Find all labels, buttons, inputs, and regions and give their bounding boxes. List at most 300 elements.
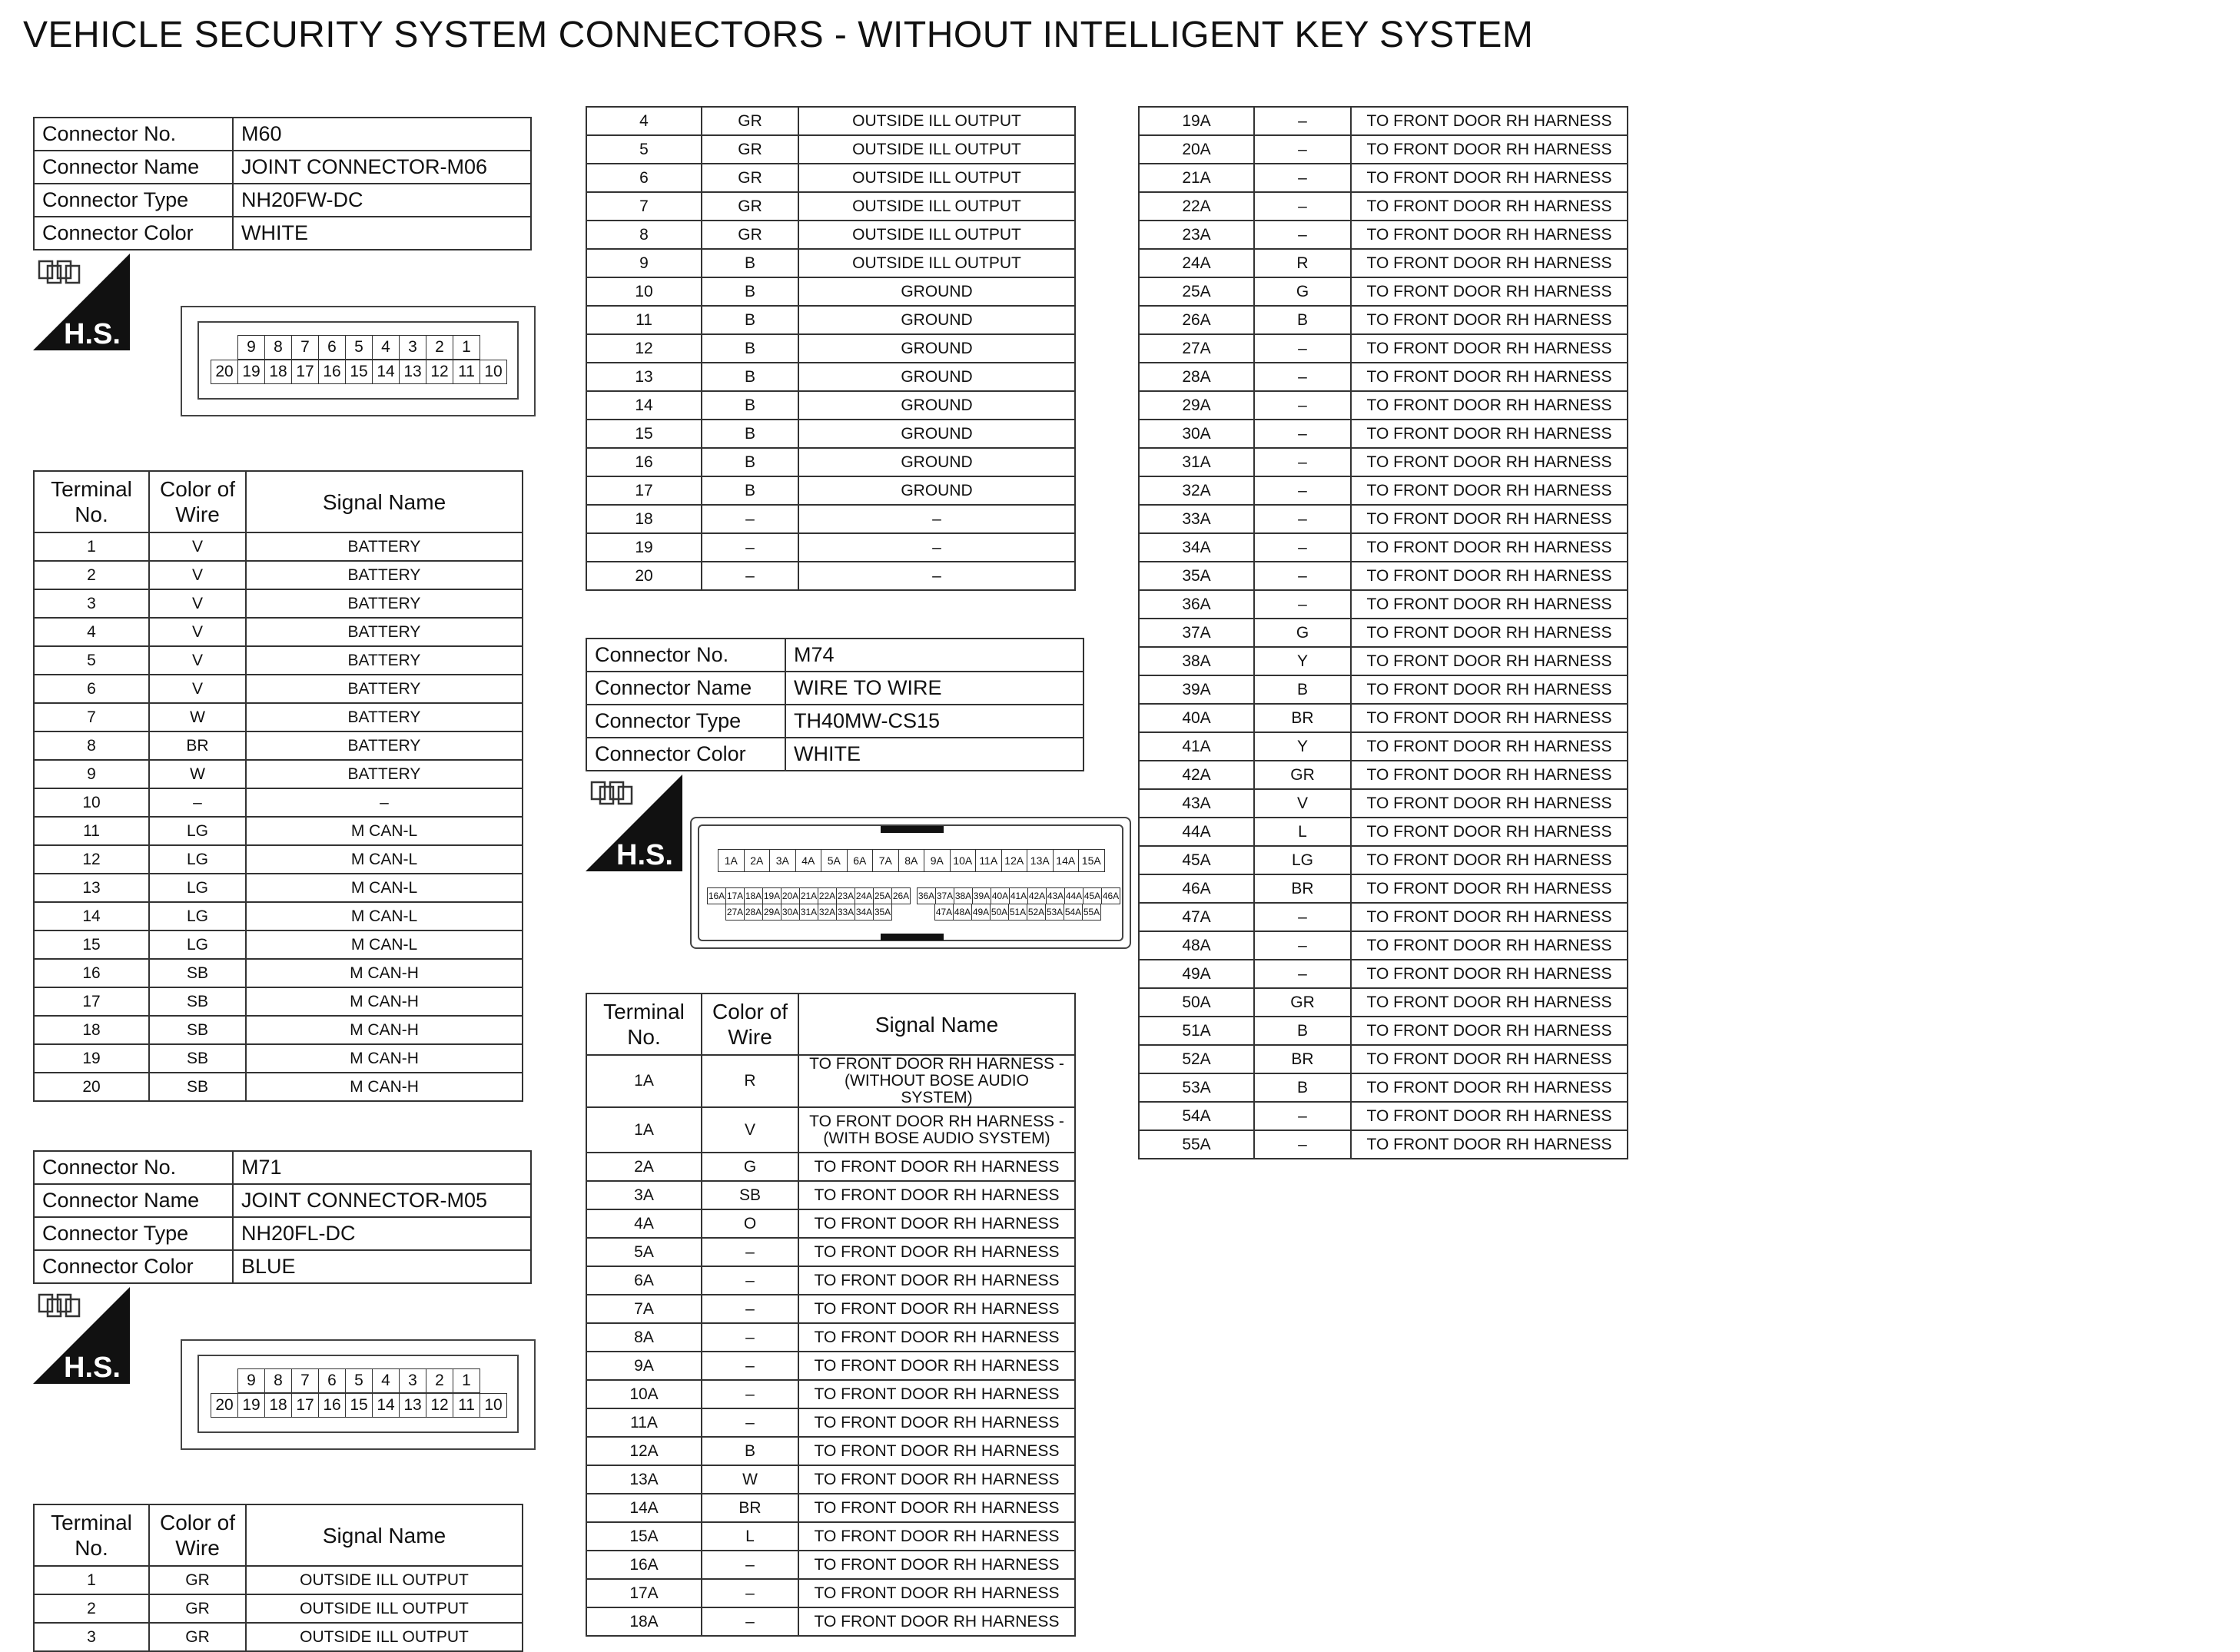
signal-name-cell: TO FRONT DOOR RH HARNESS [1351, 704, 1628, 732]
pin-cavity: 4A [795, 849, 822, 872]
wire-color-cell: G [702, 1153, 798, 1181]
wire-color-cell: BR [702, 1494, 798, 1522]
terminal-no-cell: 33A [1139, 505, 1254, 533]
table-row [586, 1494, 1075, 1522]
pin-cavity: 6A [847, 849, 874, 872]
terminal-no-cell: 10 [34, 788, 149, 817]
terminal-no-cell: 8 [34, 731, 149, 760]
terminal-no-cell: 28A [1139, 363, 1254, 391]
table-row [1139, 1017, 1628, 1045]
terminal-table-m71-part1 [33, 1504, 523, 1652]
wire-color-cell: GR [149, 1594, 246, 1623]
wire-color-cell: BR [149, 731, 246, 760]
terminal-no-cell: 7 [34, 703, 149, 731]
col-header-terminal: Terminal No. [34, 1504, 149, 1566]
pin-cavity: 47A [934, 904, 954, 921]
wire-color-cell: V [1254, 789, 1351, 818]
table-row [586, 1107, 1075, 1153]
terminal-no-cell: 52A [1139, 1045, 1254, 1073]
pin-cavity: 19 [237, 1393, 265, 1418]
table-row [34, 1566, 523, 1594]
wire-color-cell: V [149, 561, 246, 589]
pin-cavity: 15A [1078, 849, 1105, 872]
pin-cavity: 17A [725, 887, 745, 904]
terminal-no-cell: 18 [586, 505, 702, 533]
wire-color-cell: LG [149, 874, 246, 902]
table-row [34, 817, 523, 845]
terminal-no-cell: 15 [34, 930, 149, 959]
terminal-no-cell: 6A [586, 1266, 702, 1295]
wire-color-cell: SB [149, 1073, 246, 1101]
wire-color-cell: – [1254, 562, 1351, 590]
pin-cavity: 7A [872, 849, 899, 872]
wire-color-cell: Y [1254, 647, 1351, 675]
wire-color-cell: B [702, 476, 798, 505]
terminal-no-cell: 26A [1139, 306, 1254, 334]
signal-name-cell: BATTERY [246, 646, 523, 675]
wire-color-cell: LG [149, 817, 246, 845]
wire-color-cell: – [1254, 960, 1351, 988]
wire-color-cell: – [1254, 903, 1351, 931]
pin-cavity: 41A [1009, 887, 1028, 904]
signal-name-cell: – [798, 533, 1075, 562]
wire-color-cell: V [149, 646, 246, 675]
table-row [34, 703, 523, 731]
table-row [586, 1551, 1075, 1579]
connector-no-value: M60 [233, 118, 531, 151]
table-row [586, 306, 1075, 334]
pin-cavity: 12A [1001, 849, 1028, 872]
terminal-no-cell: 16 [34, 959, 149, 987]
signal-name-cell: M CAN-L [246, 930, 523, 959]
pin-cavity: 27A [725, 904, 745, 921]
pin-cavity: 18 [264, 360, 292, 384]
table-row [34, 1073, 523, 1101]
wire-color-cell: – [702, 1323, 798, 1352]
wire-color-cell: – [702, 1607, 798, 1636]
signal-name-cell: TO FRONT DOOR RH HARNESS [1351, 306, 1628, 334]
signal-name-cell: TO FRONT DOOR RH HARNESS [1351, 135, 1628, 164]
table-row [586, 1408, 1075, 1437]
table-row [1139, 789, 1628, 818]
signal-name-cell: OUTSIDE ILL OUTPUT [798, 135, 1075, 164]
wire-color-cell: B [702, 306, 798, 334]
table-row [1139, 448, 1628, 476]
signal-name-cell: GROUND [798, 334, 1075, 363]
signal-name-cell: TO FRONT DOOR RH HARNESS [798, 1494, 1075, 1522]
wire-color-cell: B [1254, 1073, 1351, 1102]
signal-name-cell: TO FRONT DOOR RH HARNESS [798, 1522, 1075, 1551]
signal-name-cell: TO FRONT DOOR RH HARNESS [798, 1238, 1075, 1266]
wire-color-cell: GR [149, 1566, 246, 1594]
table-row [1139, 675, 1628, 704]
table-row [586, 1522, 1075, 1551]
pin-cavity: 53A [1045, 904, 1064, 921]
signal-name-cell: TO FRONT DOOR RH HARNESS [1351, 505, 1628, 533]
table-row [586, 1352, 1075, 1380]
table-row [586, 135, 1075, 164]
signal-name-cell: TO FRONT DOOR RH HARNESS [798, 1352, 1075, 1380]
table-row [586, 420, 1075, 448]
signal-name-cell: OUTSIDE ILL OUTPUT [246, 1566, 523, 1594]
pin-cavity: 10 [480, 1393, 507, 1418]
wire-color-cell: V [149, 618, 246, 646]
terminal-no-cell: 55A [1139, 1130, 1254, 1159]
pin-cavity: 9A [924, 849, 951, 872]
signal-name-cell: TO FRONT DOOR RH HARNESS [1351, 334, 1628, 363]
wire-color-cell: – [1254, 1102, 1351, 1130]
signal-name-cell: TO FRONT DOOR RH HARNESS [1351, 391, 1628, 420]
table-row [34, 845, 523, 874]
table-row [34, 788, 523, 817]
terminal-no-cell: 11 [586, 306, 702, 334]
table-row [586, 1579, 1075, 1607]
connector-color-label: Connector Color [34, 1250, 233, 1283]
table-row [34, 1594, 523, 1623]
wire-color-cell: – [702, 1266, 798, 1295]
pin-cavity: 29A [762, 904, 782, 921]
wire-color-cell: – [1254, 931, 1351, 960]
terminal-no-cell: 31A [1139, 448, 1254, 476]
pin-cavity: 14 [372, 360, 400, 384]
wire-color-cell: LG [1254, 846, 1351, 874]
pin-cavity: 36A [917, 887, 936, 904]
table-row [1139, 562, 1628, 590]
table-row [34, 987, 523, 1016]
wire-color-cell: R [702, 1055, 798, 1107]
pin-cavity: 40A [991, 887, 1010, 904]
pin-cavity: 6 [318, 1368, 346, 1393]
wire-color-cell: L [702, 1522, 798, 1551]
wire-color-cell: R [1254, 249, 1351, 277]
terminal-no-cell: 11 [34, 817, 149, 845]
terminal-no-cell: 50A [1139, 988, 1254, 1017]
table-row [586, 1238, 1075, 1266]
table-row [1139, 732, 1628, 761]
table-row [1139, 1045, 1628, 1073]
signal-name-cell: M CAN-H [246, 1016, 523, 1044]
connector-type-label: Connector Type [34, 1217, 233, 1250]
wire-color-cell: – [702, 562, 798, 590]
pin-cavity: 5A [821, 849, 848, 872]
table-row [586, 1153, 1075, 1181]
terminal-no-cell: 4 [586, 107, 702, 135]
signal-name-cell: BATTERY [246, 675, 523, 703]
terminal-no-cell: 10A [586, 1380, 702, 1408]
pin-cavity: 9 [237, 335, 265, 360]
wire-color-cell: V [149, 675, 246, 703]
pin-cavity: 46A [1101, 887, 1120, 904]
signal-name-cell: TO FRONT DOOR RH HARNESS [798, 1153, 1075, 1181]
signal-name-cell: – [798, 505, 1075, 533]
table-row [586, 391, 1075, 420]
connector-color-label: Connector Color [586, 738, 785, 771]
pin-cavity: 8 [264, 335, 292, 360]
wire-color-cell: SB [149, 1016, 246, 1044]
wire-color-cell: – [1254, 107, 1351, 135]
pin-cavity: 13 [399, 1393, 426, 1418]
pin-cavity: 1 [453, 335, 480, 360]
terminal-no-cell: 48A [1139, 931, 1254, 960]
signal-name-cell: TO FRONT DOOR RH HARNESS [1351, 874, 1628, 903]
terminal-no-cell: 17 [34, 987, 149, 1016]
wire-color-cell: – [1254, 533, 1351, 562]
pin-cavity: 5 [345, 1368, 373, 1393]
wire-color-cell: – [1254, 334, 1351, 363]
pin-cavity: 11 [453, 360, 480, 384]
terminal-no-cell: 15A [586, 1522, 702, 1551]
wire-color-cell: – [702, 533, 798, 562]
pin-cavity: 4 [372, 335, 400, 360]
pin-cavity: 12 [426, 1393, 453, 1418]
table-row [1139, 277, 1628, 306]
terminal-no-cell: 7A [586, 1295, 702, 1323]
pin-cavity: 18 [264, 1393, 292, 1418]
signal-name-cell: TO FRONT DOOR RH HARNESS [1351, 533, 1628, 562]
pin-cavity: 26A [891, 887, 911, 904]
signal-name-cell: TO FRONT DOOR RH HARNESS [1351, 846, 1628, 874]
connector-name-value: JOINT CONNECTOR-M05 [233, 1184, 531, 1217]
col-header-wire-color: Color of Wire [702, 994, 798, 1055]
col-header-terminal: Terminal No. [34, 471, 149, 532]
table-row [586, 1607, 1075, 1636]
table-row [1139, 164, 1628, 192]
signal-name-cell: OUTSIDE ILL OUTPUT [246, 1623, 523, 1651]
pin-cavity: 9 [237, 1368, 265, 1393]
table-row [586, 1380, 1075, 1408]
table-row [586, 1295, 1075, 1323]
pin-cavity: 17 [291, 360, 319, 384]
terminal-no-cell: 38A [1139, 647, 1254, 675]
connector-name-value: WIRE TO WIRE [785, 672, 1083, 705]
connector-type-value: NH20FL-DC [233, 1217, 531, 1250]
signal-name-cell: TO FRONT DOOR RH HARNESS [1351, 761, 1628, 789]
pin-cavity: 22A [818, 887, 837, 904]
signal-name-cell: M CAN-L [246, 845, 523, 874]
pin-cavity: 52A [1027, 904, 1046, 921]
wire-color-cell: B [1254, 675, 1351, 704]
harness-side-icon [33, 254, 130, 350]
pin-cavity: 37A [935, 887, 954, 904]
signal-name-cell: TO FRONT DOOR RH HARNESS [1351, 619, 1628, 647]
connector-face-m60 [181, 306, 536, 416]
terminal-no-cell: 6 [34, 675, 149, 703]
pin-cavity: 12 [426, 360, 453, 384]
pin-cavity: 18A [744, 887, 763, 904]
signal-name-cell: GROUND [798, 363, 1075, 391]
pin-cavity: 15 [345, 360, 373, 384]
signal-name-cell: BATTERY [246, 561, 523, 589]
wire-color-cell: B [702, 363, 798, 391]
terminal-no-cell: 41A [1139, 732, 1254, 761]
signal-name-cell: TO FRONT DOOR RH HARNESS [1351, 1073, 1628, 1102]
pin-cavity: 6 [318, 335, 346, 360]
terminal-table-m60 [33, 470, 523, 1102]
terminal-no-cell: 43A [1139, 789, 1254, 818]
signal-name-cell: TO FRONT DOOR RH HARNESS [1351, 192, 1628, 221]
signal-name-cell: GROUND [798, 391, 1075, 420]
pin-cavity: 2A [744, 849, 771, 872]
connector-name-label: Connector Name [34, 1184, 233, 1217]
terminal-no-cell: 9 [34, 760, 149, 788]
pin-cavity: 1 [453, 1368, 480, 1393]
signal-name-cell: BATTERY [246, 760, 523, 788]
wire-color-cell: G [1254, 619, 1351, 647]
terminal-no-cell: 13 [586, 363, 702, 391]
signal-name-cell: TO FRONT DOOR RH HARNESS [798, 1408, 1075, 1437]
table-row [1139, 334, 1628, 363]
pin-cavity: 23A [836, 887, 855, 904]
table-row [1139, 135, 1628, 164]
wire-color-cell: G [1254, 277, 1351, 306]
signal-name-cell: TO FRONT DOOR RH HARNESS [1351, 420, 1628, 448]
table-row [34, 1044, 523, 1073]
table-row [34, 675, 523, 703]
signal-name-cell: TO FRONT DOOR RH HARNESS [798, 1266, 1075, 1295]
connector-name-label: Connector Name [586, 672, 785, 705]
signal-name-cell: TO FRONT DOOR RH HARNESS [798, 1181, 1075, 1209]
pin-cavity: 31A [799, 904, 818, 921]
wire-color-cell: – [1254, 448, 1351, 476]
terminal-no-cell: 15 [586, 420, 702, 448]
terminal-no-cell: 1 [34, 532, 149, 561]
col-header-signal: Signal Name [798, 994, 1075, 1055]
signal-name-cell: TO FRONT DOOR RH HARNESS [1351, 221, 1628, 249]
table-row [586, 249, 1075, 277]
terminal-no-cell: 5 [34, 646, 149, 675]
signal-name-cell: TO FRONT DOOR RH HARNESS [1351, 562, 1628, 590]
table-row [586, 562, 1075, 590]
pin-cavity: 30A [781, 904, 800, 921]
signal-name-cell: TO FRONT DOOR RH HARNESS [798, 1209, 1075, 1238]
signal-name-cell: TO FRONT DOOR RH HARNESS [1351, 732, 1628, 761]
pin-cavity: 21A [799, 887, 818, 904]
table-row [1139, 846, 1628, 874]
signal-name-cell: OUTSIDE ILL OUTPUT [798, 164, 1075, 192]
pin-cavity: 38A [954, 887, 973, 904]
connector-info-m60 [33, 117, 532, 250]
terminal-no-cell: 3 [34, 1623, 149, 1651]
pin-cavity: 7 [291, 335, 319, 360]
wire-color-cell: SB [149, 1044, 246, 1073]
signal-name-cell: TO FRONT DOOR RH HARNESS [798, 1607, 1075, 1636]
terminal-no-cell: 10 [586, 277, 702, 306]
wire-color-cell: V [149, 532, 246, 561]
table-row [34, 561, 523, 589]
signal-name-cell: BATTERY [246, 532, 523, 561]
connector-color-value: WHITE [785, 738, 1083, 771]
pin-cavity: 13 [399, 360, 426, 384]
terminal-no-cell: 42A [1139, 761, 1254, 789]
wire-color-cell: GR [702, 221, 798, 249]
col-header-wire-color: Color of Wire [149, 1504, 246, 1566]
terminal-no-cell: 7 [586, 192, 702, 221]
table-row [586, 505, 1075, 533]
connector-no-value: M74 [785, 639, 1083, 672]
wire-color-cell: – [1254, 363, 1351, 391]
table-row [586, 107, 1075, 135]
terminal-no-cell: 3 [34, 589, 149, 618]
pin-cavity: 11A [975, 849, 1002, 872]
table-row [586, 1465, 1075, 1494]
pin-cavity: 3 [399, 335, 426, 360]
connector-info-m71 [33, 1150, 532, 1284]
wire-color-cell: B [702, 1437, 798, 1465]
pin-cavity: 8A [898, 849, 925, 872]
table-row [34, 1016, 523, 1044]
wire-color-cell: – [1254, 476, 1351, 505]
pin-cavity: 13A [1027, 849, 1054, 872]
wire-color-cell: – [1254, 221, 1351, 249]
wire-color-cell: GR [702, 107, 798, 135]
pin-cavity: 20 [211, 360, 238, 384]
signal-name-cell: TO FRONT DOOR RH HARNESS [1351, 789, 1628, 818]
table-row [1139, 1073, 1628, 1102]
terminal-no-cell: 4A [586, 1209, 702, 1238]
col-header-wire-color: Color of Wire [149, 471, 246, 532]
table-row [586, 334, 1075, 363]
signal-name-cell: TO FRONT DOOR RH HARNESS [1351, 1102, 1628, 1130]
wire-color-cell: W [149, 703, 246, 731]
table-row [1139, 903, 1628, 931]
pin-cavity: 34A [855, 904, 874, 921]
wire-color-cell: GR [1254, 761, 1351, 789]
connector-type-value: NH20FW-DC [233, 184, 531, 217]
harness-side-icon [33, 1287, 130, 1384]
signal-name-cell: BATTERY [246, 618, 523, 646]
pin-cavity: 3 [399, 1368, 426, 1393]
pin-cavity: 14 [372, 1393, 400, 1418]
pin-cavity: 11 [453, 1393, 480, 1418]
terminal-no-cell: 18 [34, 1016, 149, 1044]
table-row [34, 618, 523, 646]
wire-color-cell: – [702, 505, 798, 533]
signal-name-cell: TO FRONT DOOR RH HARNESS [798, 1295, 1075, 1323]
signal-name-cell: TO FRONT DOOR RH HARNESS [1351, 675, 1628, 704]
connector-color-value: BLUE [233, 1250, 531, 1283]
terminal-no-cell: 25A [1139, 277, 1254, 306]
wire-color-cell: GR [1254, 988, 1351, 1017]
wire-color-cell: GR [702, 164, 798, 192]
terminal-no-cell: 36A [1139, 590, 1254, 619]
table-row [1139, 1102, 1628, 1130]
table-row [34, 959, 523, 987]
table-row [1139, 476, 1628, 505]
table-row [1139, 704, 1628, 732]
table-row [586, 476, 1075, 505]
terminal-no-cell: 37A [1139, 619, 1254, 647]
signal-name-cell: TO FRONT DOOR RH HARNESS [798, 1551, 1075, 1579]
terminal-no-cell: 34A [1139, 533, 1254, 562]
pin-cavity: 19 [237, 360, 265, 384]
signal-name-cell: TO FRONT DOOR RH HARNESS [1351, 277, 1628, 306]
connector-no-label: Connector No. [34, 118, 233, 151]
signal-name-cell: GROUND [798, 448, 1075, 476]
terminal-no-cell: 14 [586, 391, 702, 420]
signal-name-cell: GROUND [798, 476, 1075, 505]
signal-name-cell: GROUND [798, 420, 1075, 448]
table-row [1139, 221, 1628, 249]
pin-cavity: 32A [818, 904, 837, 921]
terminal-no-cell: 2 [34, 1594, 149, 1623]
pin-cavity: 44A [1064, 887, 1083, 904]
wire-color-cell: – [1254, 391, 1351, 420]
wire-color-cell: B [702, 277, 798, 306]
wire-color-cell: Y [1254, 732, 1351, 761]
wire-color-cell: – [1254, 420, 1351, 448]
signal-name-cell: TO FRONT DOOR RH HARNESS [1351, 903, 1628, 931]
signal-name-cell: TO FRONT DOOR RH HARNESS [1351, 448, 1628, 476]
